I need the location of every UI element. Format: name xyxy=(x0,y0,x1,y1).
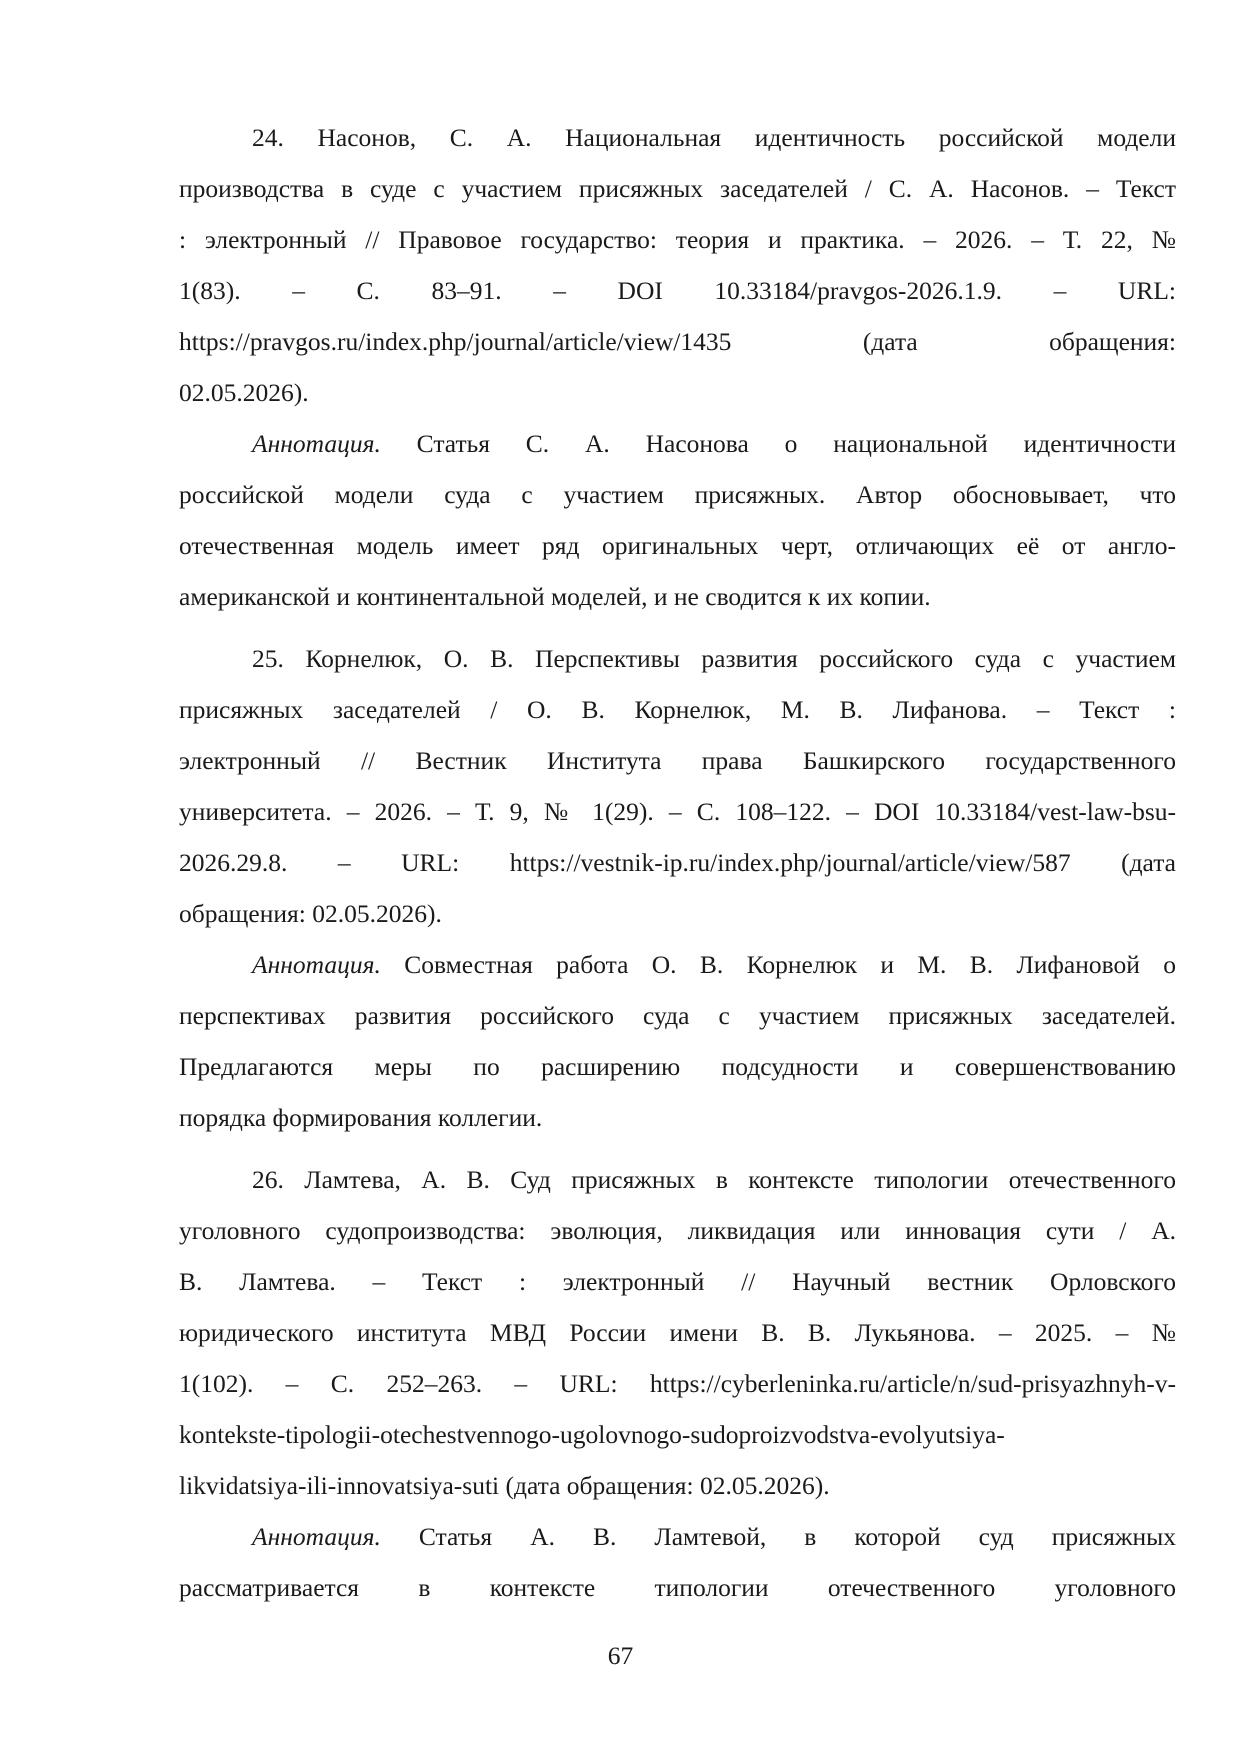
reference-line: 26. Ламтева, А. В. Суд присяжных в контексте типологии отечественного xyxy=(252,1165,1176,1194)
annotation-line: Предлагаются меры по расширению подсудности и совершенствованию xyxy=(179,1052,1176,1081)
bibliography-entry-26 xyxy=(179,1154,1176,1613)
annotation-text xyxy=(179,418,1176,622)
annotation-label: Аннотация. xyxy=(252,1522,381,1551)
page-body xyxy=(179,112,1176,1613)
annotation-line: порядка формирования коллегии. xyxy=(179,1103,543,1132)
annotation-text xyxy=(179,1511,1176,1613)
annotation-label: Аннотация. xyxy=(252,429,381,458)
reference-line: университета. – 2026. – Т. 9, № 1(29). – С. 108–122. – DOI 10.33184/vest-law-bsu- xyxy=(179,797,1176,826)
reference-line: 02.05.2026). xyxy=(179,378,309,407)
annotation-line-text: Совместная работа О. В. Корнелюк и М. В. Лифановой о xyxy=(404,950,1177,979)
annotation-line: перспективах развития российского суда с участием присяжных заседателей. xyxy=(179,1001,1176,1030)
reference-line: присяжных заседателей / О. В. Корнелюк, М. В. Лифанова. – Текст : xyxy=(179,695,1176,724)
reference-line: https://pravgos.ru/index.php/journal/article/view/1435 (дата обращения: xyxy=(179,327,1176,356)
annotation-line-text: Статья С. А. Насонова о национальной идентичности xyxy=(416,429,1176,458)
annotation-line: российской модели суда с участием присяжных. Автор обосновывает, что xyxy=(179,480,1176,509)
annotation-line xyxy=(179,939,1176,990)
annotation-label: Аннотация. xyxy=(252,950,381,979)
annotation-line-text: Статья А. В. Ламтевой, в которой суд присяжных xyxy=(418,1522,1176,1551)
reference-line: производства в суде с участием присяжных заседателей / С. А. Насонов. – Текст xyxy=(179,174,1176,203)
page-number: 67 xyxy=(607,1641,634,1670)
reference-line: обращения: 02.05.2026). xyxy=(179,899,442,928)
annotation-text xyxy=(179,939,1176,1143)
annotation-line xyxy=(179,418,1176,469)
reference-text xyxy=(179,112,1176,418)
annotation-line: отечественная модель имеет ряд оригинальных черт, отличающих её от англо- xyxy=(179,531,1176,560)
reference-line: kontekste-tipologii-otechestvennogo-ugolovnogo-sudoproizvodstva-evolyutsiya- xyxy=(179,1420,1005,1449)
annotation-line: рассматривается в контексте типологии отечественного уголовного xyxy=(179,1573,1176,1602)
reference-line: likvidatsiya-ili-innovatsiya-suti (дата обращения: 02.05.2026). xyxy=(179,1471,830,1500)
annotation-line: американской и континентальной моделей, и не сводится к их копии. xyxy=(179,582,931,611)
reference-text xyxy=(179,633,1176,939)
reference-text xyxy=(179,1154,1176,1511)
reference-line: 25. Корнелюк, О. В. Перспективы развития российского суда с участием xyxy=(252,644,1176,673)
reference-line: 1(102). – С. 252–263. – URL: https://cyberleninka.ru/article/n/sud-prisyazhnyh-v- xyxy=(179,1369,1176,1398)
reference-line: 2026.29.8. – URL: https://vestnik-ip.ru/index.php/journal/article/view/587 (дата xyxy=(179,848,1176,877)
reference-line: : электронный // Правовое государство: теория и практика. – 2026. – Т. 22, № xyxy=(179,225,1176,254)
reference-line: В. Ламтева. – Текст : электронный // Научный вестник Орловского xyxy=(179,1267,1176,1296)
bibliography-entry-25 xyxy=(179,633,1176,1143)
bibliography-entry-24 xyxy=(179,112,1176,622)
reference-line: юридического института МВД России имени В. В. Лукьянова. – 2025. – № xyxy=(179,1318,1176,1347)
reference-line: 24. Насонов, С. А. Национальная идентичность российской модели xyxy=(252,123,1176,152)
reference-line: 1(83). – С. 83–91. – DOI 10.33184/pravgos-2026.1.9. – URL: xyxy=(179,276,1176,305)
reference-line: уголовного судопроизводства: эволюция, ликвидация или инновация сути / А. xyxy=(179,1216,1176,1245)
annotation-line xyxy=(179,1511,1176,1562)
reference-line: электронный // Вестник Института права Башкирского государственного xyxy=(179,746,1176,775)
